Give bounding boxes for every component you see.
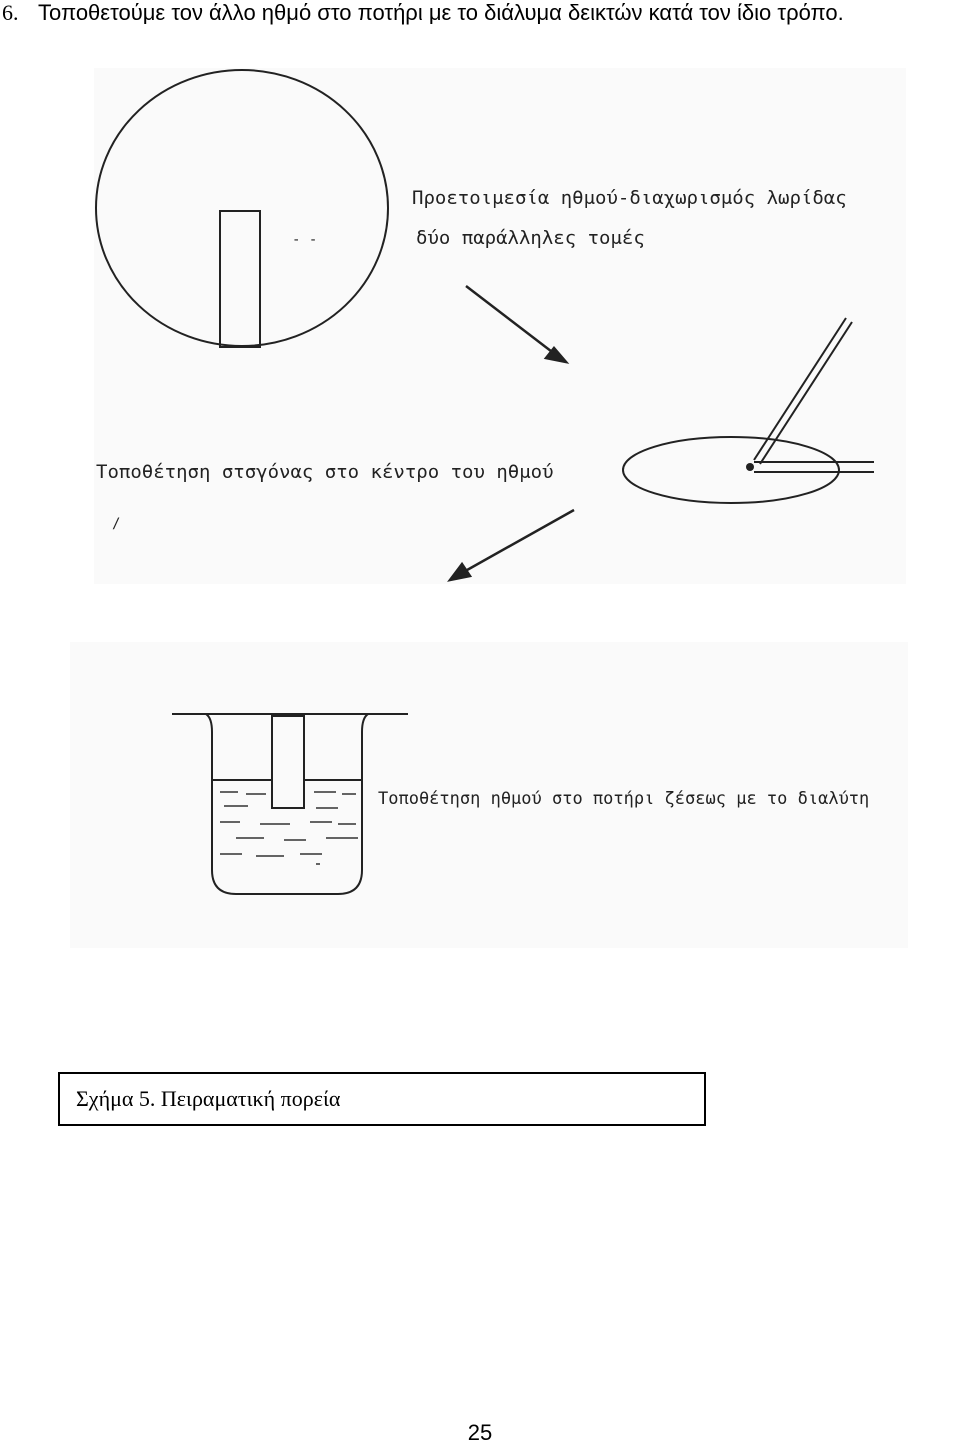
figure-top-panel: [94, 68, 906, 584]
scan-mark: /: [112, 516, 121, 532]
sample-drop: [746, 463, 754, 471]
scan-speck: - -: [292, 232, 318, 248]
scan-background: [94, 68, 906, 584]
label-drop: Τοποθέτηση στσγόνας στο κέντρο του ηθμού: [96, 461, 554, 483]
page-number: 25: [467, 1420, 493, 1445]
label-beaker: Τοποθέτηση ηθμού στο ποτήρι ζέσεως με το διαλύτη: [378, 789, 870, 809]
label-prepare-line2: δύο παράλληλες τομές: [416, 227, 645, 249]
step-number: 6.: [2, 0, 19, 25]
label-prepare-line1: Προετοιμεσία ηθμού-διαχωρισμός λωρίδας: [412, 187, 847, 209]
step-text: Τοποθετούμε τον άλλο ηθμό στο ποτήρι με το διάλυμα δεικτών κατά τον ίδιο τρόπο.: [38, 0, 844, 25]
figure-bottom-panel: [70, 642, 908, 948]
step-instruction: [0, 0, 960, 30]
figure-caption: Σχήμα 5. Πειραματική πορεία: [76, 1086, 341, 1111]
figure-caption-box: [58, 1072, 706, 1126]
filter-strip-in-beaker: [272, 716, 304, 808]
